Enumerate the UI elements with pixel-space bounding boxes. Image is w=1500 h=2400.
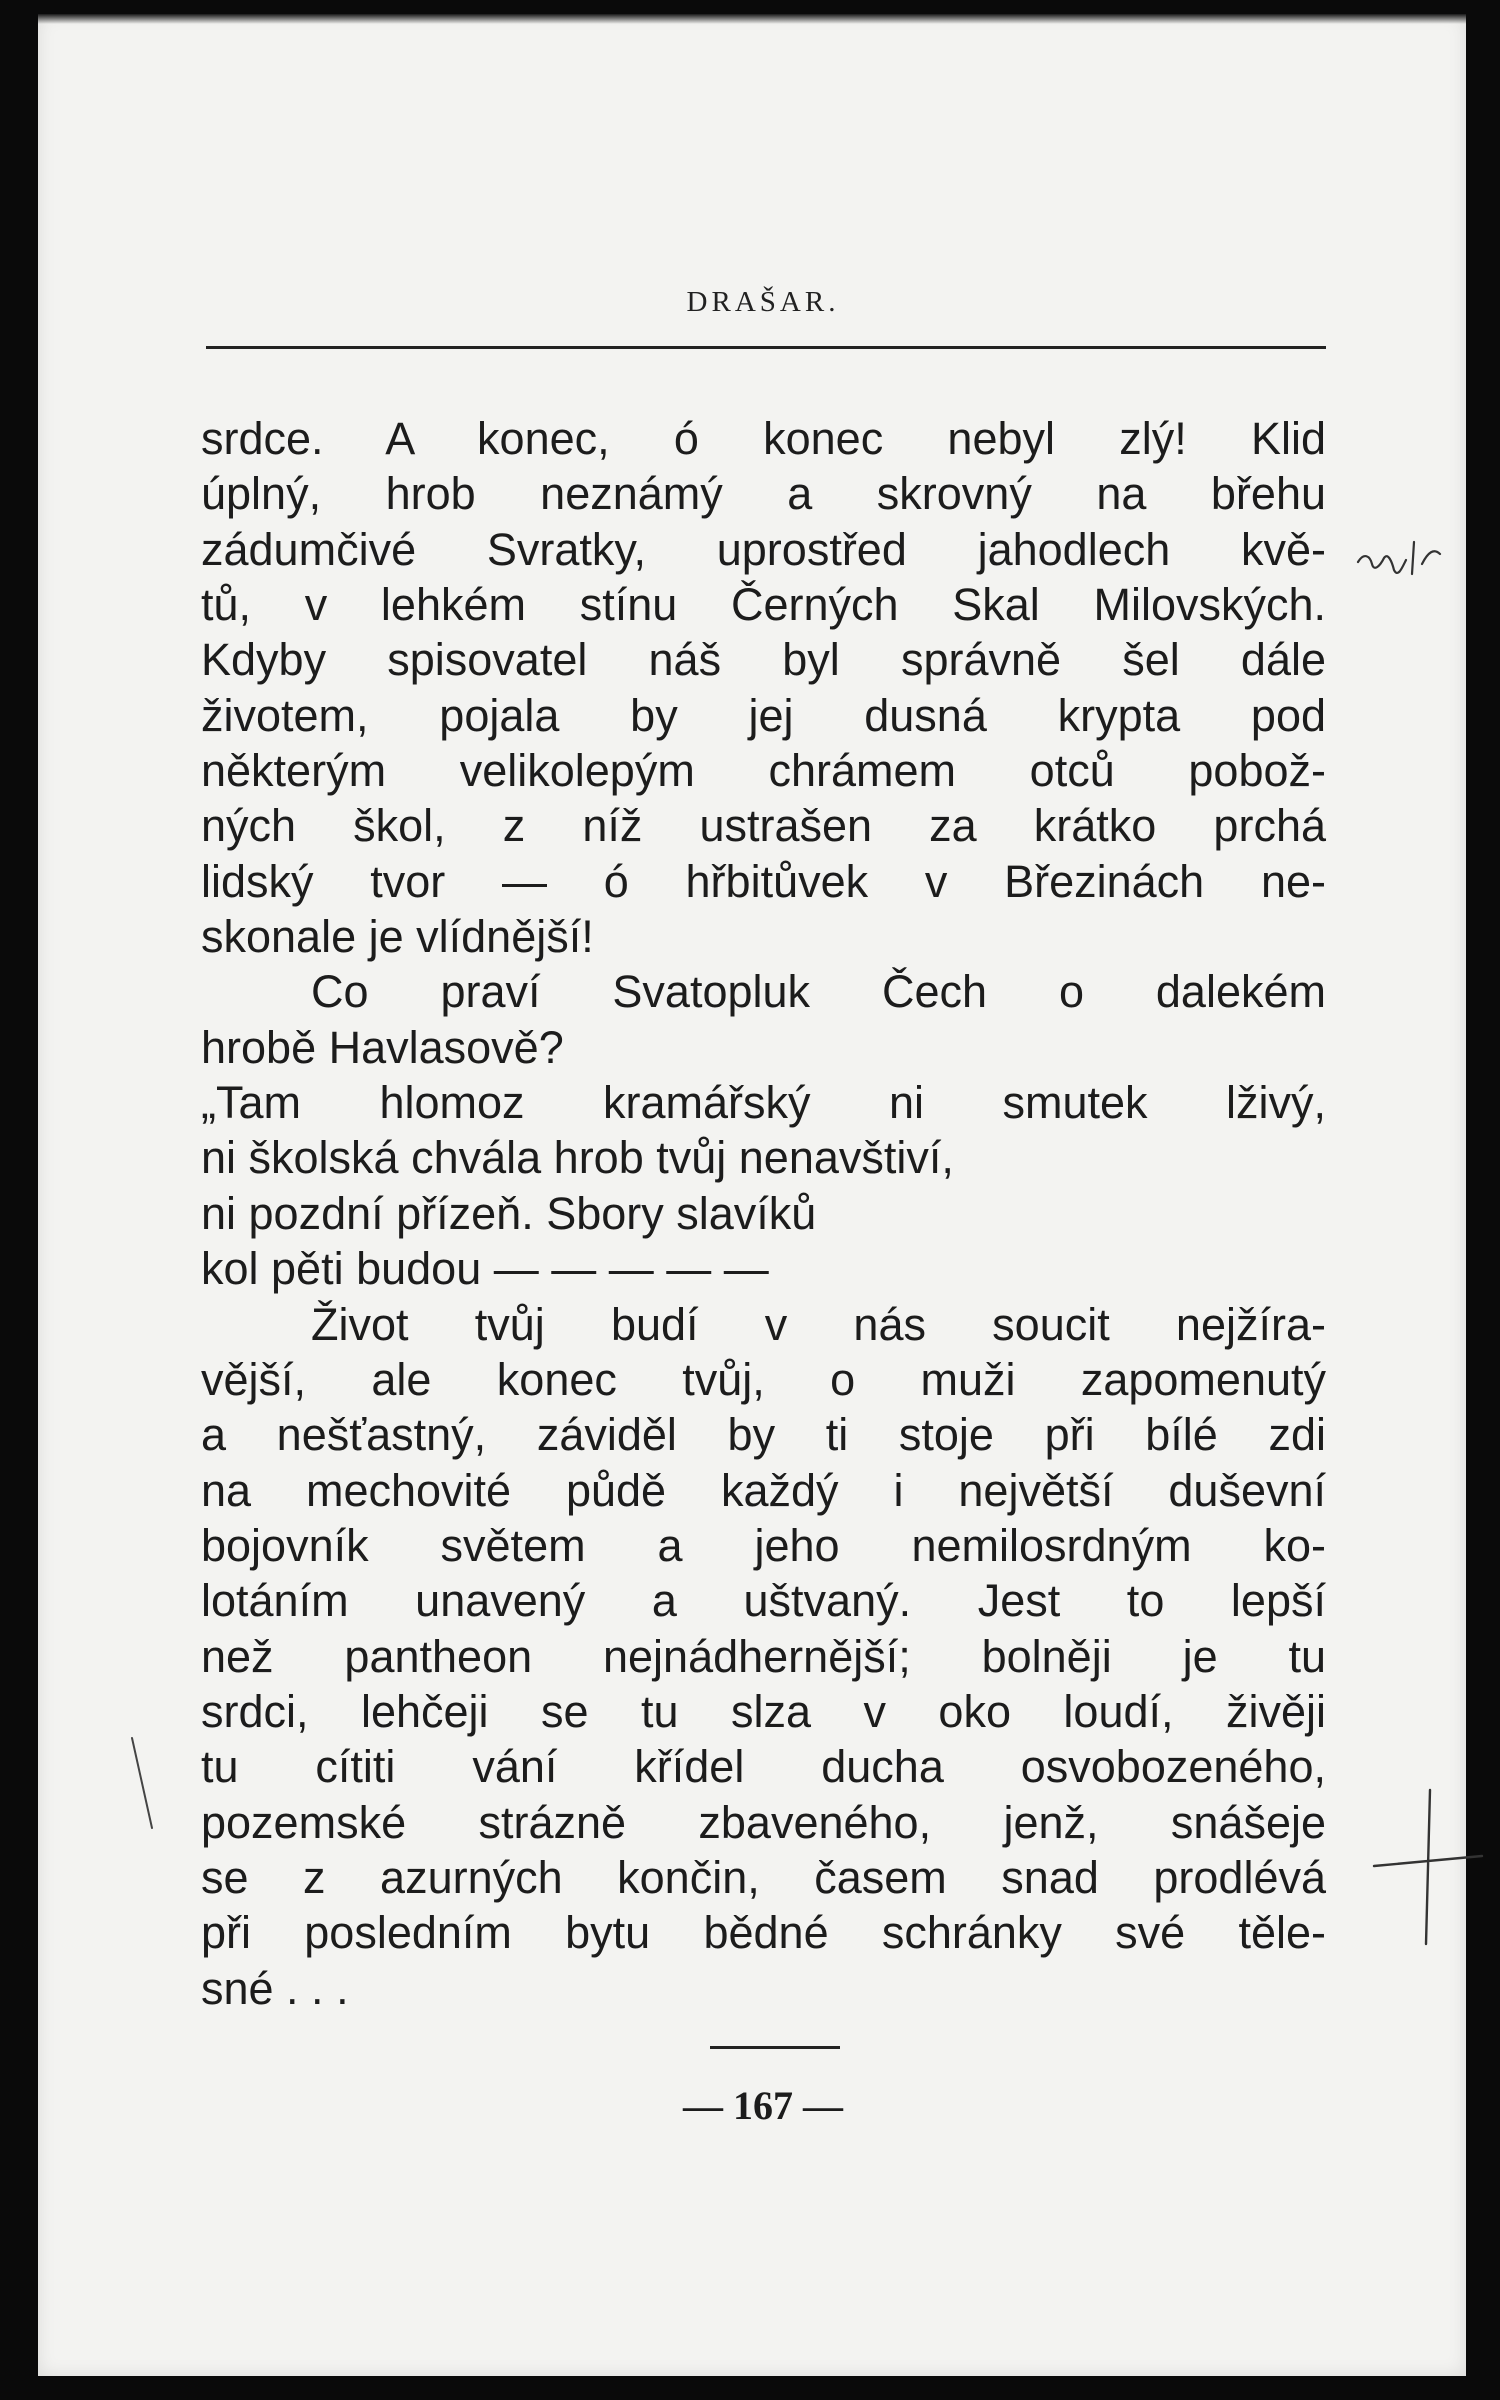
text-line: Co praví Svatopluk Čech o dalekém — [311, 966, 1326, 1018]
text-line: na mechovité půdě každý i největší duševní — [201, 1464, 1326, 1516]
handwritten-cross-mark — [1368, 1784, 1488, 1954]
text-line: tu cítiti vání křídel ducha osvobozeného, — [201, 1741, 1326, 1793]
text-line: při posledním bytu bědné schránky své těle- — [201, 1907, 1326, 1959]
running-head: DRAŠAR. — [686, 286, 840, 318]
handwritten-margin-note — [1354, 512, 1474, 592]
text-line: skonale je vlídnější! — [201, 911, 594, 963]
verse-line: ni pozdní přízeň. Sbory slavíků — [201, 1187, 817, 1239]
text-line: srdce. A konec, ó konec nebyl zlý! Klid — [201, 413, 1326, 464]
page-number: — 167 — — [683, 2083, 843, 2128]
text-line: zádumčivé Svratky, uprostřed jahodlech kvě- — [201, 523, 1326, 575]
text-line: lidský tvor — ó hřbitůvek v Březinách ne- — [201, 855, 1326, 907]
text-line: než pantheon nejnádhernější; bolněji je tu — [201, 1630, 1326, 1682]
text-line: vější, ale konec tvůj, o muži zapomenutý — [201, 1353, 1326, 1405]
book-page — [38, 14, 1466, 2376]
text-line: životem, pojala by jej dusná krypta pod — [201, 689, 1326, 741]
scan-top-edge — [38, 14, 1466, 24]
text-line: ných škol, z níž ustrašen za krátko prchá — [201, 800, 1326, 852]
text-line: srdci, lehčeji se tu slza v oko loudí, živěji — [201, 1685, 1326, 1737]
header-rule — [206, 346, 1326, 349]
text-line: hrobě Havlasově? — [201, 1021, 564, 1073]
verse-line: kol pěti budou — — — — — — [201, 1243, 769, 1295]
text-line: Kdyby spisovatel náš byl správně šel dále — [201, 634, 1326, 686]
text-line: pozemské strázně zbaveného, jenž, snášeje — [201, 1796, 1326, 1848]
text-line: a nešťastný, záviděl by ti stoje při bílé zdi — [201, 1409, 1326, 1461]
text-line: se z azurných končin, časem snad prodlévá — [201, 1851, 1326, 1903]
text-line: lotáním unavený a uštvaný. Jest to lepší — [201, 1575, 1326, 1627]
text-line: Život tvůj budí v nás soucit nejžíra- — [311, 1298, 1326, 1350]
verse-line: „Tam hlomoz kramářský ni smutek lživý, — [201, 1077, 1326, 1129]
text-line: bojovník světem a jeho nemilosrdným ko- — [201, 1519, 1326, 1571]
end-rule — [710, 2046, 840, 2049]
text-line: tů, v lehkém stínu Černých Skal Milovských. — [201, 579, 1326, 631]
text-line: sné . . . — [201, 1962, 349, 2014]
body-text — [201, 411, 1326, 2016]
text-line: úplný, hrob neznámý a skrovný na břehu — [201, 468, 1326, 520]
verse-line: ni školská chvála hrob tvůj nenavštiví, — [201, 1132, 954, 1184]
text-line: některým velikolepým chrámem otců pobož- — [201, 745, 1326, 797]
handwritten-stroke — [128, 1734, 158, 1834]
